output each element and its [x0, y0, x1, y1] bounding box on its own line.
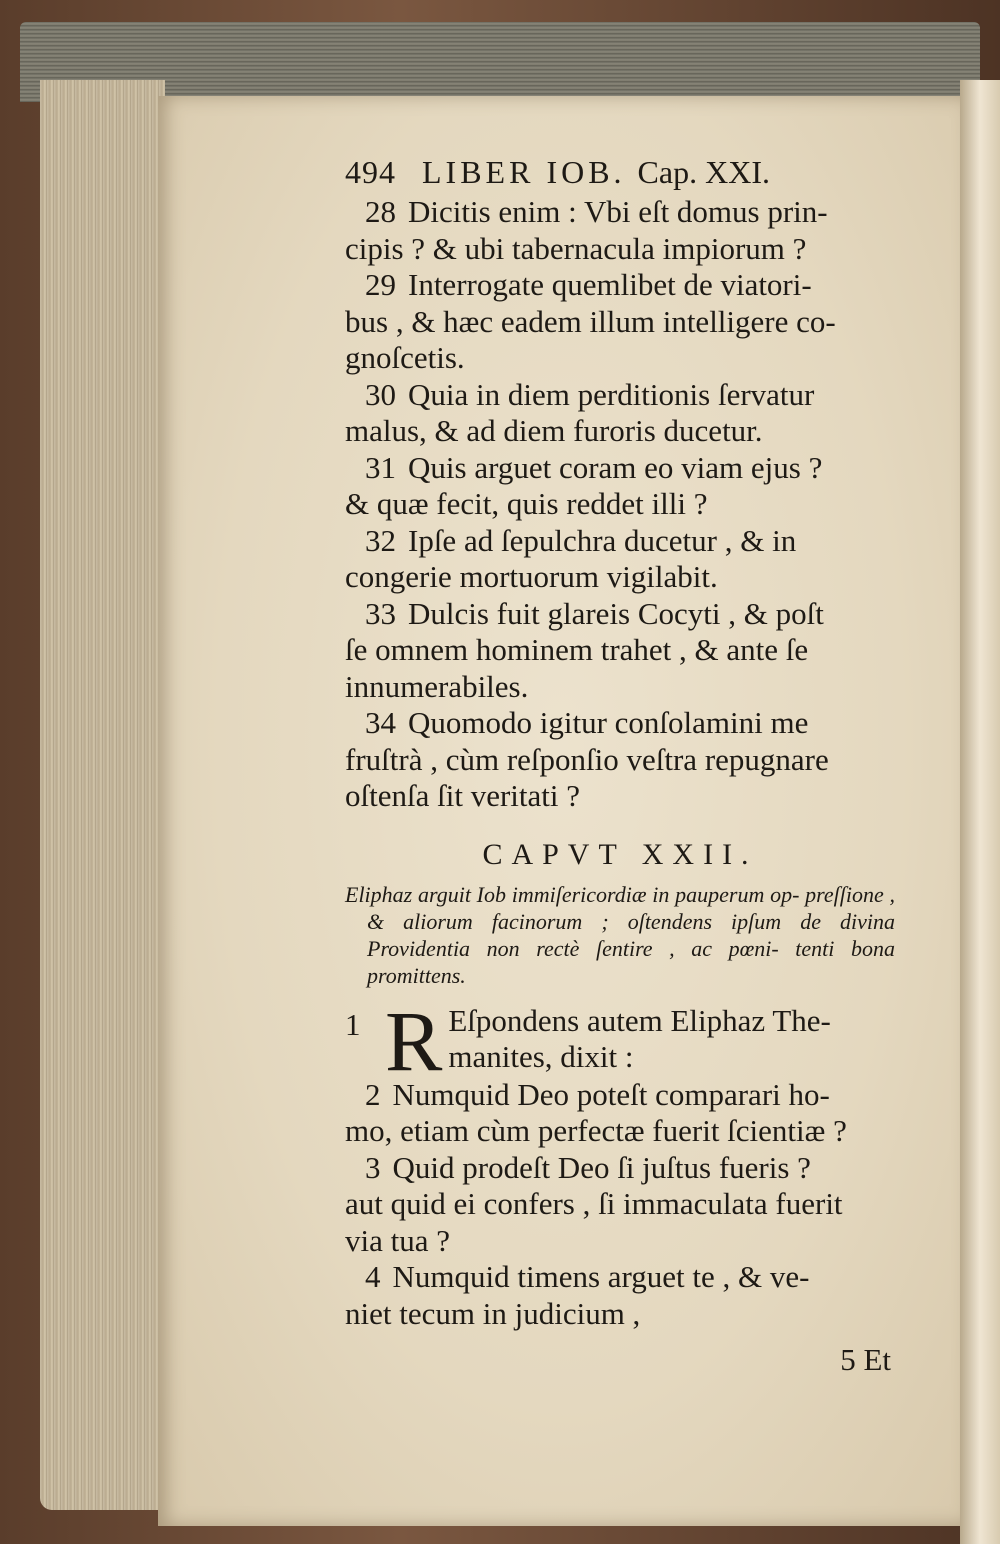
verse-1: [345, 992, 895, 1089]
verse-line: innumerabiles.: [345, 668, 529, 704]
verse: [345, 194, 895, 267]
verse-number: 31: [365, 449, 396, 485]
verse: [345, 523, 895, 596]
chapter-summary-text: Eliphaz arguit Iob immiſericordiæ in pauperum op- preſſione , & aliorum facinorum ; oſtendens ipſum de divina Providentia non rectè ſentire , ac pœni- tenti bona promittens.: [345, 881, 895, 988]
verse-text: Dulcis fuit glareis Cocyti , & poſt: [408, 595, 824, 631]
verse: [345, 1259, 895, 1332]
verse-line: ſe omnem hominem trahet , & ante ſe: [345, 632, 809, 667]
verse-line: malus, & ad diem furoris ducetur.: [345, 413, 763, 448]
verse-1-line-1: Eſpondens autem Eliphaz The-: [448, 1002, 831, 1038]
verse: [345, 450, 895, 523]
verse-first-line: [345, 267, 895, 304]
verse-text: Quia in diem perditionis ſervatur: [408, 376, 815, 412]
verse: [345, 1077, 895, 1150]
verse: [345, 267, 895, 377]
verse-line: & quæ fecit, quis reddet illi ?: [345, 486, 708, 521]
verse: [345, 1150, 895, 1260]
verse-number: 32: [365, 522, 396, 558]
verse-1-line-2: manites, dixit :: [448, 1039, 634, 1074]
verse-line: cipis ? & ubi tabernacula impiorum ?: [345, 230, 807, 266]
verse-number: 34: [365, 705, 396, 740]
chapter-summary: [345, 881, 895, 989]
verse-first-line: [345, 377, 895, 414]
verse-text: Dicitis enim : Vbi eſt domus prin-: [408, 194, 828, 229]
verse-first-line: [345, 1150, 895, 1187]
chapter-title: CAPVT XXII.: [482, 837, 758, 871]
verse-number: 3: [365, 1149, 381, 1185]
verse-first-line: [345, 450, 895, 487]
verse-number: 29: [365, 267, 396, 302]
verse-text: Quomodo igitur conſolamini me: [408, 705, 809, 740]
verses-chapter-22: [345, 1077, 895, 1333]
verse-first-line: [345, 1077, 895, 1114]
verse-number: 30: [365, 376, 396, 412]
verse: [345, 596, 895, 706]
verse-line: mo, etiam cùm perfectæ fuerit ſcientiæ ?: [345, 1113, 847, 1148]
book-gutter: [960, 80, 1000, 1544]
verse-text: Numquid Deo poteſt comparari ho-: [392, 1076, 830, 1112]
verse: [345, 705, 895, 815]
page-edges-left: [40, 80, 165, 1510]
catchword: 5 Et: [840, 1342, 891, 1377]
verses-chapter-21: [345, 194, 895, 815]
verse-line: gnoſcetis.: [345, 340, 465, 375]
verse-text: Quid prodeſt Deo ſi juſtus fueris ?: [392, 1149, 811, 1185]
page-number: 494: [345, 154, 396, 190]
verse-first-line: [345, 523, 895, 560]
running-head: [345, 150, 895, 194]
verse-text: Ipſe ad ſepulchra ducetur , & in: [408, 522, 797, 558]
verse-number: 33: [365, 595, 396, 631]
page-text: [345, 150, 895, 1380]
verse-line: oſtenſa ſit veritati ?: [345, 778, 580, 813]
drop-cap: R: [385, 992, 443, 1089]
verse-first-line: [345, 1259, 895, 1296]
verse-first-line: [345, 596, 895, 633]
verse-line: congerie mortuorum vigilabit.: [345, 559, 718, 594]
verse-number: 2: [365, 1076, 381, 1112]
verse-text: Quis arguet coram eo viam ejus ?: [408, 449, 823, 485]
verse-text: Interrogate quemlibet de viatori-: [408, 267, 812, 302]
verse-line: fruſtrà , cùm reſponſio veſtra repugnare: [345, 741, 829, 777]
verse-1-text: [448, 1003, 895, 1076]
verse-number: 1: [345, 1006, 361, 1042]
chapter-ref: Cap. XXI.: [637, 154, 770, 190]
verse-number: 28: [365, 194, 396, 229]
verse-number: 4: [365, 1259, 381, 1294]
verse-first-line: [345, 705, 895, 742]
verse-line: aut quid ei confers , ſi immaculata fuerit: [345, 1186, 843, 1221]
verse-first-line: [345, 194, 895, 231]
verse-line: niet tecum in judicium ,: [345, 1295, 641, 1331]
book-title: LIBER IOB.: [422, 154, 626, 190]
verse-text: Numquid timens arguet te , & ve-: [392, 1259, 810, 1294]
verse: [345, 377, 895, 450]
verse-line: bus , & hæc eadem illum intelligere co-: [345, 303, 836, 339]
verse-line: via tua ?: [345, 1222, 451, 1258]
